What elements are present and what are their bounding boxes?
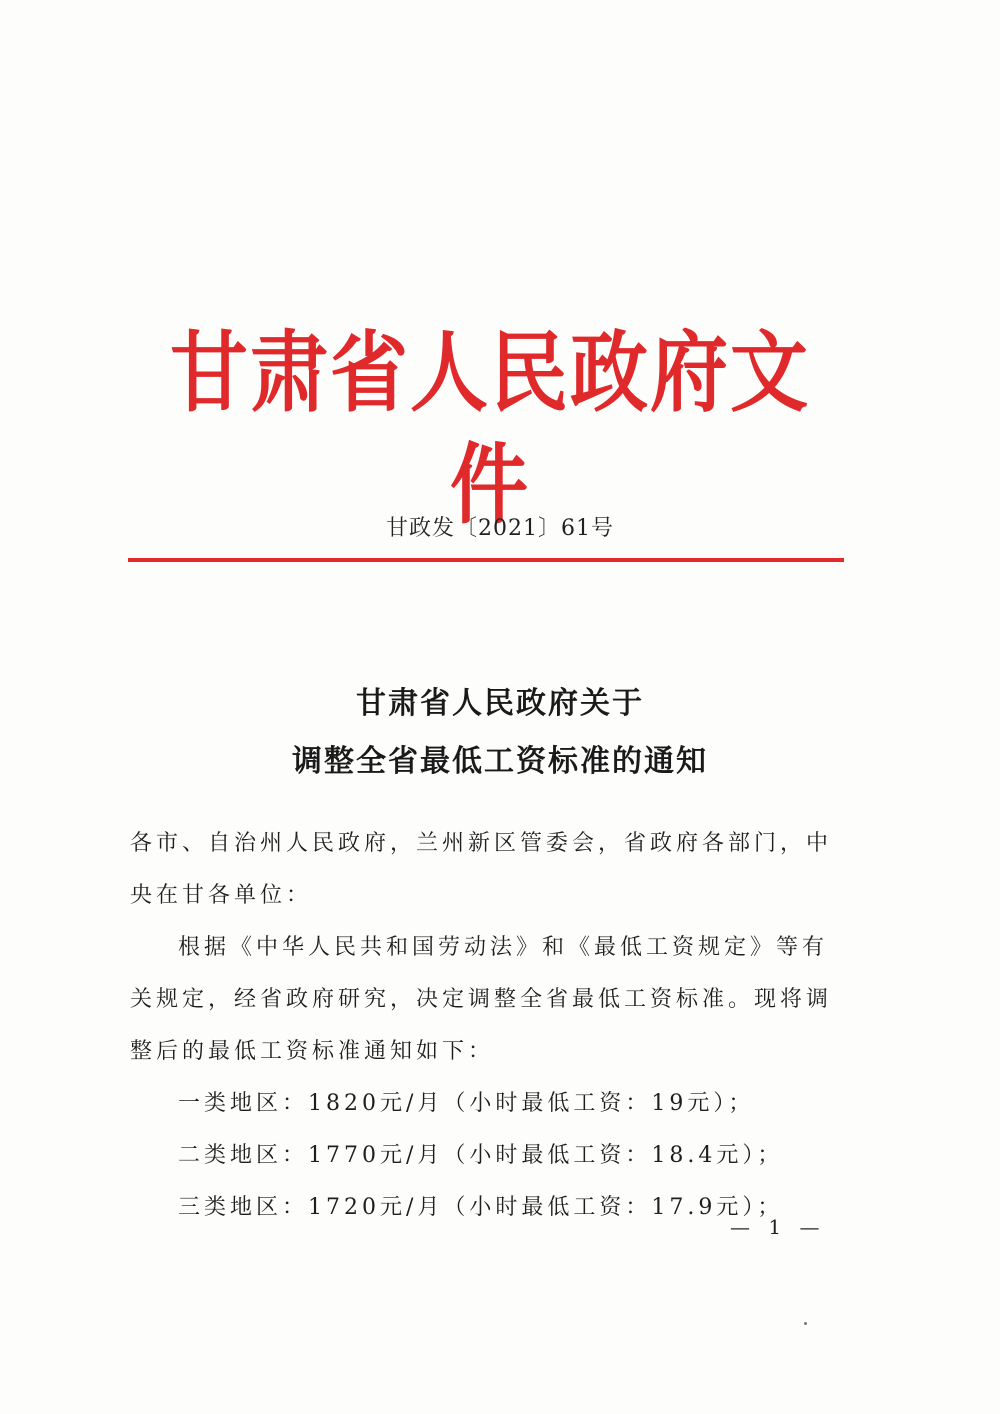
- masthead-title: 甘肃省人民政府文件: [169, 322, 810, 537]
- wage-item-class-2: 二类地区：1770元/月（小时最低工资：18.4元）；: [178, 1143, 784, 1168]
- notice-title-line-2: 调整全省最低工资标准的通知: [292, 744, 708, 779]
- document-number: 甘政发〔2021〕61号: [386, 516, 614, 541]
- scan-speck: [804, 1322, 807, 1325]
- wage-item-class-1: 一类地区：1820元/月（小时最低工资：19元）；: [178, 1091, 755, 1116]
- wage-item-class-3: 三类地区：1720元/月（小时最低工资：17.9元）；: [178, 1195, 784, 1220]
- page-number: — 1 —: [730, 1215, 826, 1239]
- addressee-paragraph: 各市、自治州人民政府，兰州新区管委会，省政府各部门，中央在甘各单位：: [130, 831, 833, 908]
- red-divider-line: [128, 558, 844, 562]
- main-paragraph: 根据《中华人民共和国劳动法》和《最低工资规定》等有关规定，经省政府研究，决定调整全省最低工资标准。现将调整后的最低工资标准通知如下：: [130, 935, 833, 1064]
- notice-title-line-1: 甘肃省人民政府关于: [356, 686, 644, 721]
